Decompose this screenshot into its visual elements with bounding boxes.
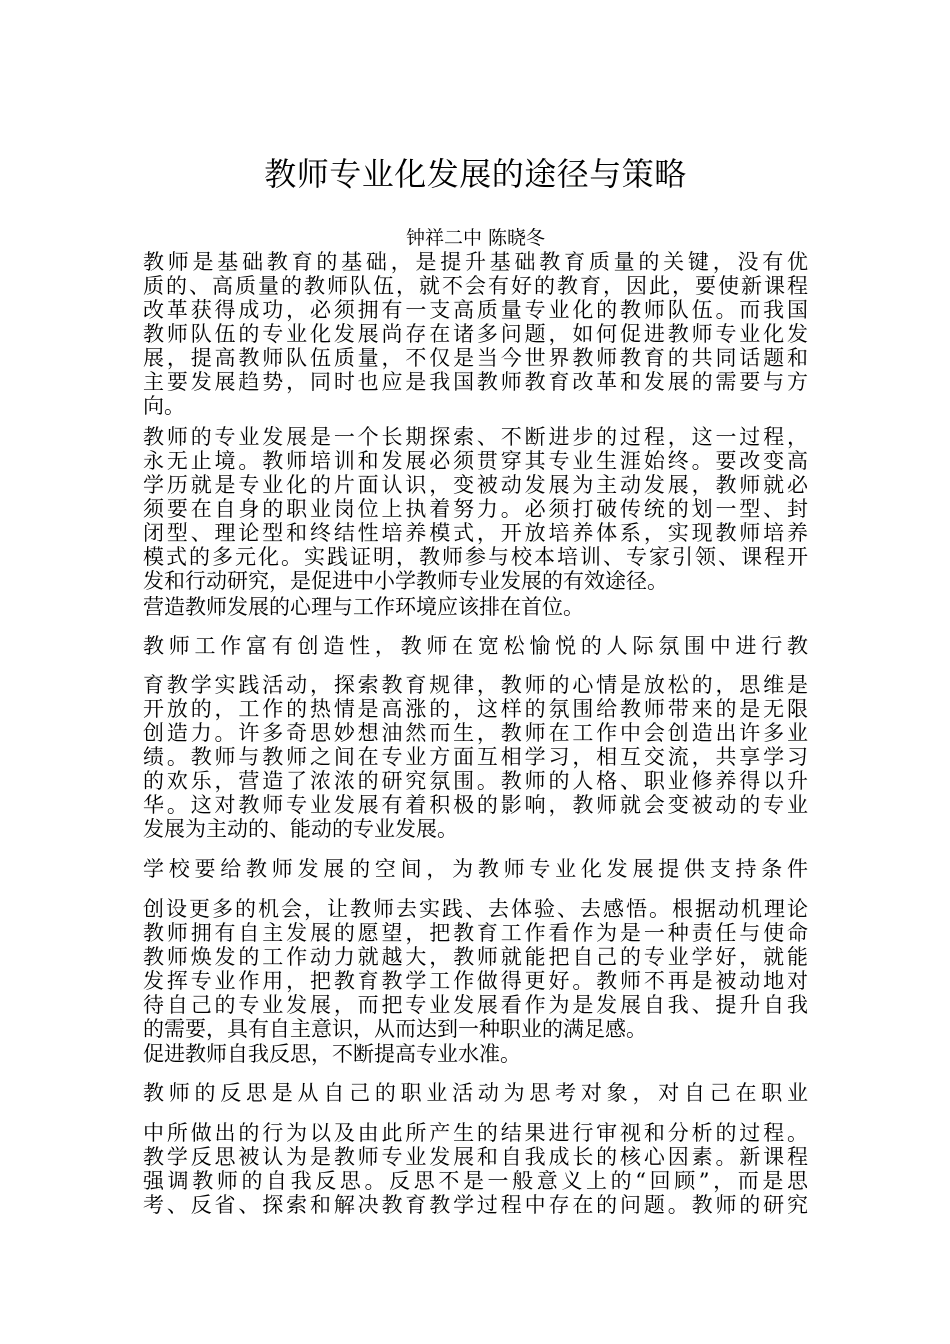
text-line: 模式的多元化。实践证明，教师参与校本培训、专家引领、课程开 — [143, 545, 808, 569]
text-line: 永无止境。教师培训和发展必须贯穿其专业生涯始终。要改变高 — [143, 449, 808, 473]
document-page — [143, 0, 808, 1344]
text-line: 营造教师发展的心理与工作环境应该排在首位。 — [143, 595, 584, 619]
author-line: 钟祥二中 陈晓冬 — [405, 227, 546, 249]
text-line: 闭型、理论型和终结性培养模式，开放培养体系，实现教师培养 — [143, 521, 808, 545]
text-line: 促进教师自我反思，不断提高专业水准。 — [143, 1042, 521, 1066]
text-line: 教师的专业发展是一个长期探索、不断进步的过程，这一过程， — [143, 425, 808, 449]
text-line: 发和行动研究，是促进中小学教师专业发展的有效途径。 — [143, 569, 668, 593]
text-line: 向。 — [143, 394, 185, 418]
text-line: 待自己的专业发展，而把专业发展看作为是发展自我、提升自我 — [143, 993, 808, 1017]
text-line: 的需要，具有自主意识，从而达到一种职业的满足感。 — [143, 1017, 647, 1041]
text-line: 教师的反思是从自己的职业活动为思考对象，对自己在职业 — [143, 1081, 808, 1105]
text-line: 质的、高质量的教师队伍，就不会有好的教育，因此，要使新课程 — [143, 274, 808, 298]
text-line: 教师工作富有创造性，教师在宽松愉悦的人际氛围中进行教 — [143, 634, 808, 658]
text-line: 教师焕发的工作动力就越大，教师就能把自己的专业学好，就能 — [143, 945, 808, 969]
text-line: 教师队伍的专业化发展尚存在诸多问题，如何促进教师专业化发 — [143, 322, 808, 346]
text-line: 教师是基础教育的基础，是提升基础教育质量的关键，没有优 — [143, 250, 808, 274]
text-line: 中所做出的行为以及由此所产生的结果进行审视和分析的过程。 — [143, 1121, 808, 1145]
document-title: 教师专业化发展的途径与策略 — [264, 155, 687, 193]
text-line: 教师拥有自主发展的愿望，把教育工作看作为是一种责任与使命 — [143, 921, 808, 945]
text-line: 华。这对教师专业发展有着积极的影响，教师就会变被动的专业 — [143, 793, 808, 817]
text-line: 主要发展趋势，同时也应是我国教师教育改革和发展的需要与方 — [143, 370, 808, 394]
text-line: 育教学实践活动，探索教育规律，教师的心情是放松的，思维是 — [143, 673, 808, 697]
text-line: 发挥专业作用，把教育教学工作做得更好。教师不再是被动地对 — [143, 969, 808, 993]
text-line: 的欢乐，营造了浓浓的研究氛围。教师的人格、职业修养得以升 — [143, 769, 808, 793]
text-line: 须要在自身的职业岗位上执着努力。必须打破传统的划一型、封 — [143, 497, 808, 521]
text-line: 创造力。许多奇思妙想油然而生，教师在工作中会创造出许多业 — [143, 721, 808, 745]
text-line: 学校要给教师发展的空间，为教师专业化发展提供支持条件 — [143, 857, 808, 881]
text-line: 展，提高教师队伍质量，不仅是当今世界教师教育的共同话题和 — [143, 346, 808, 370]
text-line: 创设更多的机会，让教师去实践、去体验、去感悟。根据动机理论 — [143, 897, 808, 921]
text-line: 考、反省、探索和解决教育教学过程中存在的问题。教师的研究 — [143, 1193, 808, 1217]
text-line: 发展为主动的、能动的专业发展。 — [143, 817, 458, 841]
text-line: 强调教师的自我反思。反思不是一般意义上的“回顾”，而是思 — [143, 1169, 808, 1193]
text-line: 教学反思被认为是教师专业发展和自我成长的核心因素。新课程 — [143, 1145, 808, 1169]
text-line: 改革获得成功，必须拥有一支高质量专业化的教师队伍。而我国 — [143, 298, 808, 322]
text-line: 绩。教师与教师之间在专业方面互相学习，相互交流，共享学习 — [143, 745, 808, 769]
text-line: 开放的，工作的热情是高涨的，这样的氛围给教师带来的是无限 — [143, 697, 808, 721]
text-line: 学历就是专业化的片面认识，变被动发展为主动发展，教师就必 — [143, 473, 808, 497]
